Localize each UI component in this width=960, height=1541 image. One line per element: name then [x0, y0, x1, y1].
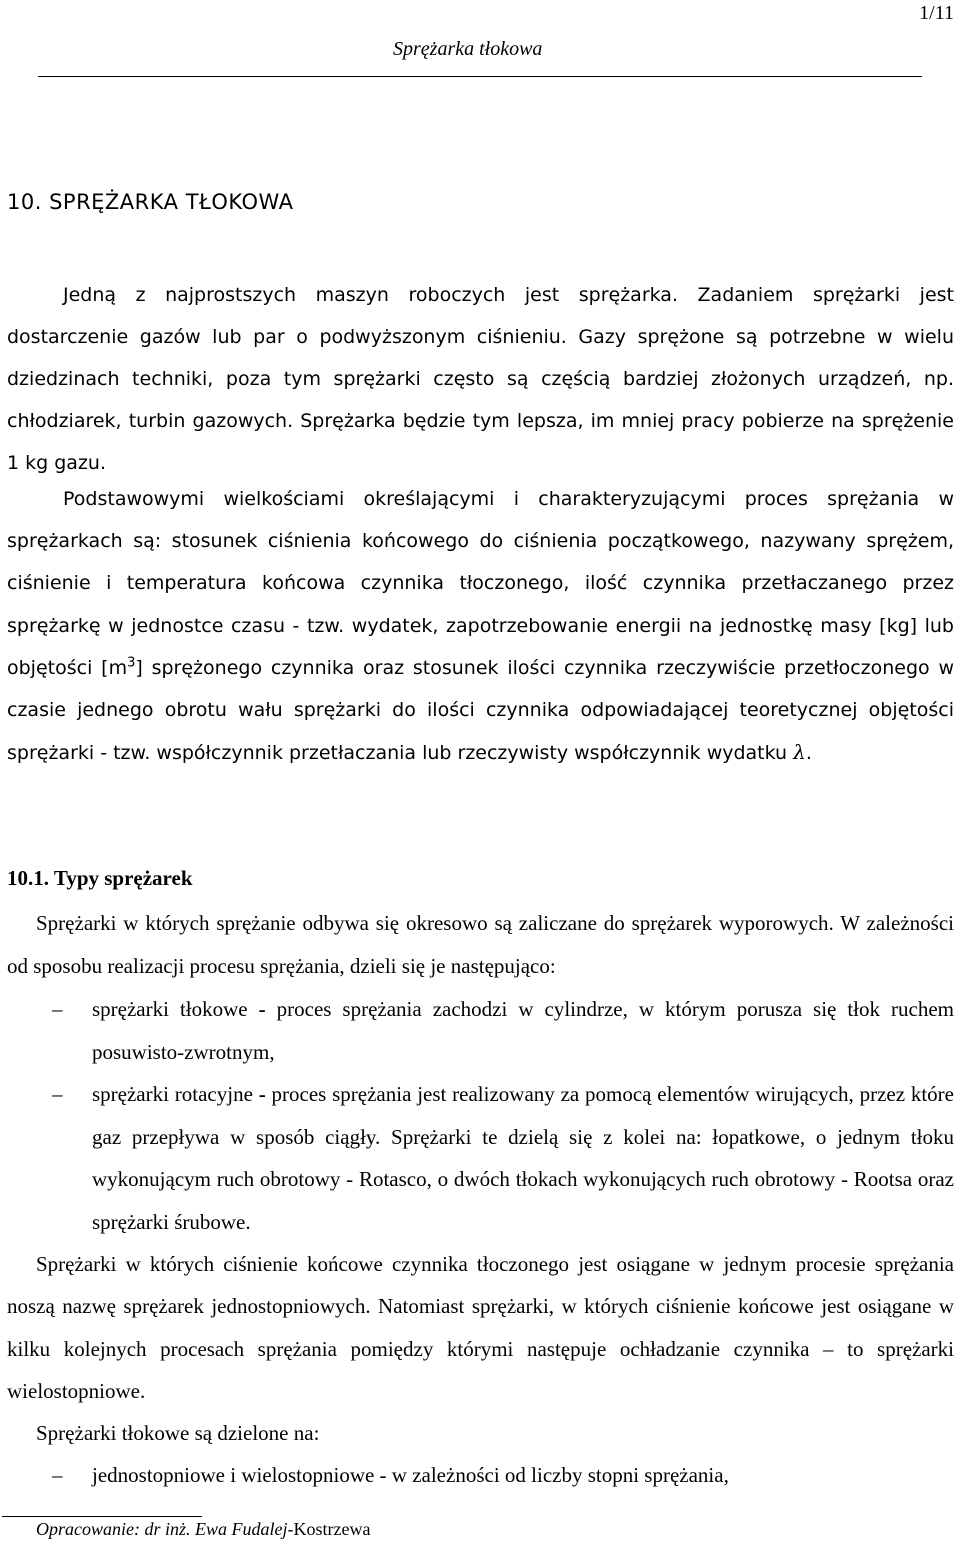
division-item-text: jednostopniowe i wielostopniowe - w zależności od liczby stopni sprężania,: [92, 1463, 729, 1487]
stages-paragraph: Sprężarki w których ciśnienie końcowe czynnika tłoczonego jest osiągane w jednym procesie sprężania noszą nazwę sprężarek jednostopniowych. Natomiast sprężarki, w których ciśnienie końcowe jest osiągane w kilku kolejnych procesach sprężania pomiędzy którymi następuje ochładzanie czynnika – to sprężarki wielostopniowe.: [7, 1252, 954, 1403]
list-dash: –: [52, 1082, 63, 1106]
type-description: proces sprężania zachodzi w cylindrze, w którym porusza się tłok ruchem posuwisto-zwrotnym,: [92, 997, 954, 1064]
section-title: 10.1. Typy sprężarek: [7, 866, 193, 890]
type-separator: -: [247, 997, 277, 1021]
quantities-end: .: [805, 742, 812, 765]
footer-author: [36, 1519, 370, 1540]
running-header-title: Sprężarka tłokowa: [393, 38, 543, 60]
footer-author-italic: Opracowanie: dr inż. Ewa Fudalej: [36, 1519, 288, 1539]
list-dash: –: [52, 1463, 63, 1487]
quantities-text-a: Podstawowymi wielkościami określającymi i charakteryzującymi proces sprężania w sprężarkach są: stosunek ciśnienia końcowego do ciśnienia początkowego, nazywany sprężem, ciśnienie i temperatura końcowa czynnika tłoczonego, ilość czynnika przetłaczanego przez sprężarkę w jednostce czasu - tzw. wydatek, zapotrzebowanie energii na jednostkę masy [kg] lub objętości [m: [7, 488, 954, 679]
types-intro-paragraph: Sprężarki w których sprężanie odbywa się okresowo są zaliczane do sprężarek wyporowych. W zależności od sposobu realizacji procesu sprężania, dzieli się je następująco:: [7, 911, 954, 978]
list-item: [0, 1073, 954, 1243]
intro-paragraph: Jedną z najprostszych maszyn roboczych jest sprężarka. Zadaniem sprężarki jest dostarczenie gazów lub par o podwyższonym ciśnieniu. Gazy sprężone są potrzebne w wielu dziedzinach techniki, poza tym sprężarki często są częścią bardziej złożonych urządzeń, np. chłodziarek, turbin gazowych. Sprężarka będzie tym lepsza, im mniej pracy pobierze na sprężenie 1 kg gazu.: [7, 284, 954, 474]
list-item: [0, 988, 954, 1073]
cubic-superscript: 3: [127, 655, 136, 671]
type-description: proces sprężania jest realizowany za pomocą elementów wirujących, przez które gaz przepływa w sposób ciągły. Sprężarki te dzielą się z kolei na: łopatkowe, o jednym tłoku wykonującym ruch obrotowy - Rotasco, o dwóch tłokach wykonujących ruch obrotowy - Rootsa oraz sprężarki śrubowe.: [92, 1082, 954, 1234]
quantities-text-b: ] sprężonego czynnika oraz stosunek ilości czynnika rzeczywiście przetłoczonego w czasie jednego obrotu wału sprężarki do ilości czynnika odpowiadającej teoretycznej objętości sprężarki - tzw. współczynnik przetłaczania lub rzeczywisty współczynnik wydatku: [7, 656, 954, 765]
footer-author-rest: -Kostrzewa: [287, 1519, 371, 1539]
chapter-title: 10. SPRĘŻARKA TŁOKOWA: [7, 190, 294, 214]
header-rule: [38, 76, 922, 77]
division-intro: Sprężarki tłokowe są dzielone na:: [36, 1421, 320, 1445]
footer-rule: [2, 1516, 202, 1517]
type-name: sprężarki tłokowe: [92, 997, 248, 1021]
compressor-types-list: [0, 988, 954, 1243]
type-separator: -: [252, 1082, 272, 1106]
page-number: 1/11: [919, 2, 954, 24]
quantities-paragraph: [7, 478, 954, 774]
type-name: sprężarki rotacyjne: [92, 1082, 253, 1106]
list-dash: –: [52, 997, 63, 1021]
lambda-symbol: λ: [793, 740, 806, 765]
list-item: [0, 1454, 954, 1496]
division-list: [0, 1454, 954, 1496]
